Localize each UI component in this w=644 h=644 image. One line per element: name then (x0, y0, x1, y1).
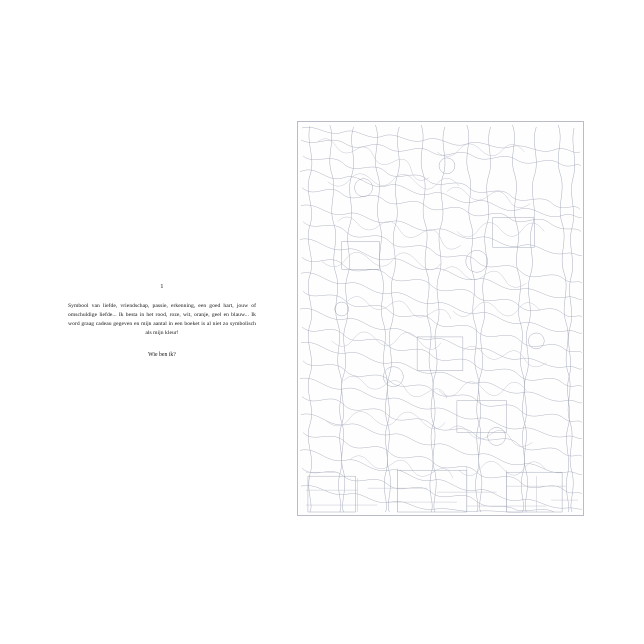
riddle-text: Symbool van liefde, vriendschap, passie, erkenning, een goed hart, jouw of omschuldige liefde... Ik besta in het rood, roze, wit, oranje, geel en blauw... Ik word graag cadeau gegeven en mijn aantal in een boeket is al niet zo symbolisch als mijn kleur! (68, 303, 256, 336)
scribble-layer-dense (300, 127, 582, 512)
riddle-question: Wie ben ik? (148, 352, 176, 358)
riddle-block (42, 282, 282, 360)
right-page (297, 121, 584, 516)
scribble-illustration (298, 122, 583, 515)
scribble-layer-tangle (306, 139, 578, 512)
riddle-number: 1 (160, 283, 164, 290)
left-page (20, 110, 300, 520)
